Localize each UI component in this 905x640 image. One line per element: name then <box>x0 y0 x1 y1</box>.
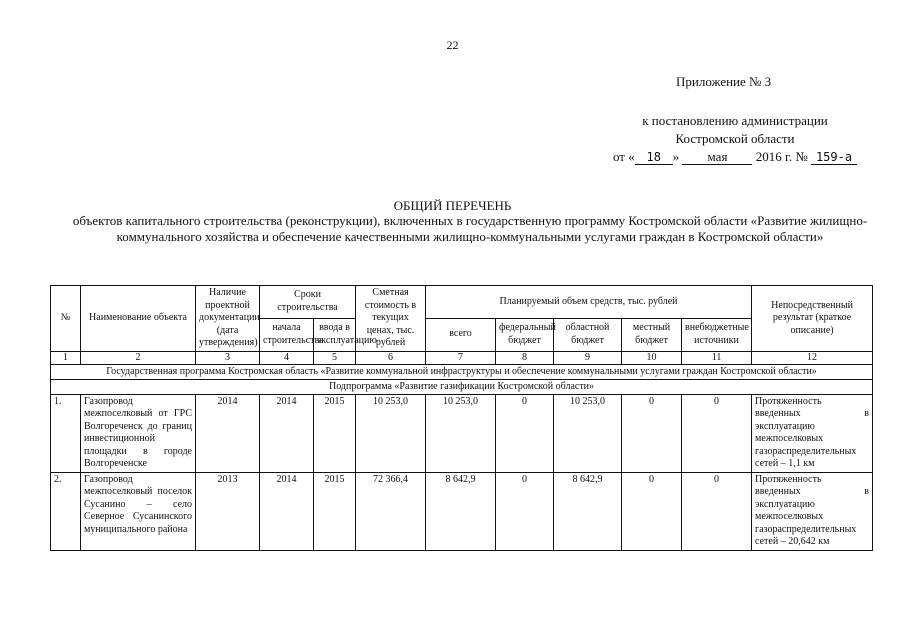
page-number: 22 <box>446 38 459 52</box>
row-docs: 2014 <box>196 394 260 472</box>
header-result: Непосредственный результат (краткое описание) <box>752 286 873 352</box>
row-docs: 2013 <box>196 472 260 550</box>
column-number-row <box>51 351 873 364</box>
row-regional: 8 642,9 <box>554 472 622 550</box>
decree-number: 159-а <box>811 150 857 165</box>
objects-table <box>50 285 873 551</box>
row-start: 2014 <box>260 472 314 550</box>
row-federal: 0 <box>496 472 554 550</box>
row-offbudget: 0 <box>682 472 752 550</box>
column-number: 5 <box>314 351 356 364</box>
row-commission: 2015 <box>314 394 356 472</box>
column-number: 6 <box>356 351 426 364</box>
decree-reference <box>600 112 870 166</box>
header-commission: ввода в эксплуатацию <box>314 318 356 351</box>
column-number: 7 <box>426 351 496 364</box>
row-local: 0 <box>622 394 682 472</box>
decree-line2: Костромской области <box>675 131 795 146</box>
header-regional: областной бюджет <box>554 318 622 351</box>
header-local: местный бюджет <box>622 318 682 351</box>
decree-mid: » <box>672 149 680 164</box>
subprogram-row <box>51 379 873 394</box>
column-number: 1 <box>51 351 81 364</box>
table-row <box>51 394 873 472</box>
document-title: ОБЩИЙ ПЕРЕЧЕНЬ <box>393 198 512 213</box>
decree-prefix: от « <box>612 149 635 164</box>
row-start: 2014 <box>260 394 314 472</box>
row-name: Газопровод межпоселковый поселок Сусанино – село Северное Сусанинского муниципального района <box>81 472 196 550</box>
table-row <box>51 472 873 550</box>
row-total: 8 642,9 <box>426 472 496 550</box>
header-federal: федеральный бюджет <box>496 318 554 351</box>
header-terms: Сроки строительства <box>260 286 356 319</box>
header-no: № <box>51 286 81 352</box>
row-no: 1. <box>51 394 81 472</box>
document-subtitle: объектов капитального строительства (реконструкции), включенных в государственную программу Костромской области «Развитие жилищно-коммунального хозяйства и обеспечение качественными жилищно-коммунальными услугами граждан в Костромской области» <box>72 213 868 244</box>
row-offbudget: 0 <box>682 394 752 472</box>
column-number: 3 <box>196 351 260 364</box>
row-total: 10 253,0 <box>426 394 496 472</box>
row-name: Газопровод межпоселковый от ГРС Волгореченск до границ инвестиционной площадки в городе Волгореченске <box>81 394 196 472</box>
appendix-label: Приложение № 3 <box>676 74 772 89</box>
decree-year: 2016 г. № <box>755 149 808 164</box>
column-number: 10 <box>622 351 682 364</box>
decree-month: мая <box>682 150 752 165</box>
header-row-1 <box>51 286 873 319</box>
decree-day: 18 <box>635 150 673 165</box>
row-no: 2. <box>51 472 81 550</box>
header-offbudget: внебюджетные источники <box>682 318 752 351</box>
header-start: начала строительства <box>260 318 314 351</box>
header-name: Наименование объекта <box>81 286 196 352</box>
subprogram-title: Подпрограмма «Развитие газификации Костромской области» <box>51 379 873 394</box>
row-local: 0 <box>622 472 682 550</box>
header-planned: Планируемый объем средств, тыс. рублей <box>426 286 752 319</box>
column-number: 2 <box>81 351 196 364</box>
column-number: 9 <box>554 351 622 364</box>
row-cost: 72 366,4 <box>356 472 426 550</box>
column-number: 12 <box>752 351 873 364</box>
decree-line1: к постановлению администрации <box>642 113 828 128</box>
row-result: Протяженность введенных в эксплуатацию межпоселковых газораспределительных сетей – 20,642 км <box>752 472 873 550</box>
row-result: Протяженность введенных в эксплуатацию межпоселковых газораспределительных сетей – 1,1 км <box>752 394 873 472</box>
header-total: всего <box>426 318 496 351</box>
row-commission: 2015 <box>314 472 356 550</box>
row-regional: 10 253,0 <box>554 394 622 472</box>
row-cost: 10 253,0 <box>356 394 426 472</box>
row-federal: 0 <box>496 394 554 472</box>
decree-date-line <box>600 148 870 166</box>
column-number: 11 <box>682 351 752 364</box>
header-cost: Сметная стоимость в текущих ценах, тыс. рублей <box>356 286 426 352</box>
header-docs: Наличие проектной документации (дата утверждения) <box>196 286 260 352</box>
program-row <box>51 364 873 379</box>
column-number: 4 <box>260 351 314 364</box>
column-number: 8 <box>496 351 554 364</box>
program-title: Государственная программа Костромская область «Развитие коммунальной инфраструктуры и обеспечение коммунальными услугами граждан Костромской области» <box>51 364 873 379</box>
